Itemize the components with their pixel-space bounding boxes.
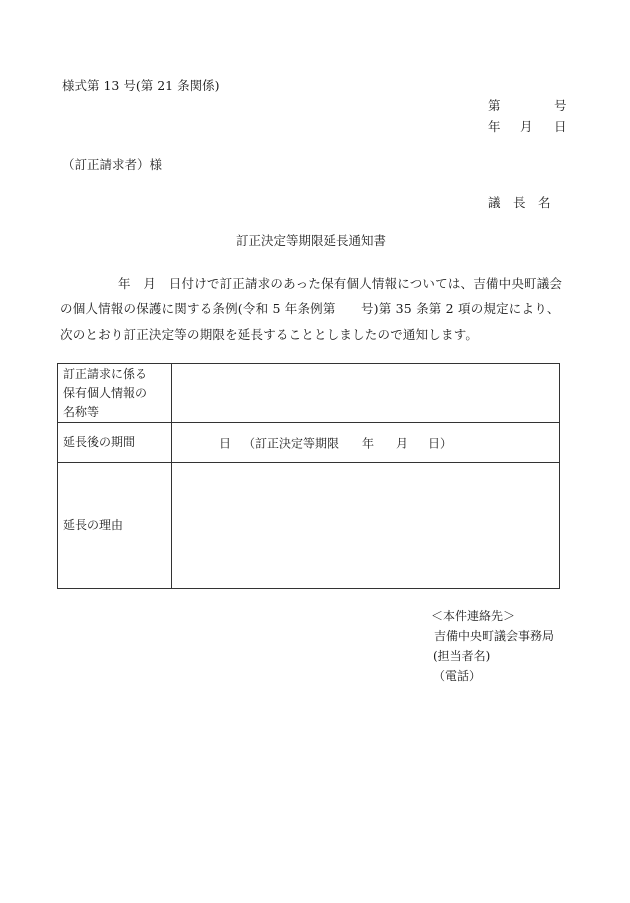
date-day: 日 [554,119,567,134]
info-table [57,363,560,589]
contact-heading: ＜本件連絡先＞ [431,609,516,623]
row-period-value [172,423,560,463]
doc-number-go: 号 [554,98,567,113]
contact-person: (担当者名) [433,649,491,663]
period-month: 月 [396,436,409,450]
body-line-2: の個人情報の保護に関する条例(令和 5 年条例第 号)第 35 条第 2 項の規定により、 [60,301,560,316]
table-row-name [58,364,560,423]
date-year: 年 [488,119,501,134]
body-line-1: 年 月 日付けで訂正請求のあった保有個人情報については、吉備中央町議会 [118,276,563,291]
row-reason-label: 延長の理由 [58,463,172,589]
period-deadline: （訂正決定等期限 [243,436,340,450]
table-row-reason [58,463,560,589]
period-day: 日 [219,436,232,450]
row-name-label-line-1: 訂正請求に係る [63,366,148,381]
doc-number-dai: 第 [488,98,501,113]
contact-office: 吉備中央町議会事務局 [434,629,555,643]
row-name-value [172,364,560,423]
row-name-label-line-2: 保有個人情報の [63,385,148,400]
recipient: （訂正請求者）様 [62,157,163,172]
table-row-period [58,423,560,463]
form-label: 様式第 13 号(第 21 条関係) [62,78,220,93]
contact-phone: （電話） [433,669,482,683]
document-title: 訂正決定等期限延長通知書 [236,233,387,248]
row-name-label-line-3: 名称等 [63,404,100,419]
body-line-3: 次のとおり訂正決定等の期限を延長することとしましたので通知します。 [60,327,479,342]
sender: 議 長 名 [488,195,551,210]
row-period-label: 延長後の期間 [58,423,172,463]
period-day-close: 日） [428,436,453,450]
row-reason-value [172,463,560,589]
date-month: 月 [520,119,533,134]
row-name-label [58,364,172,423]
period-year: 年 [362,436,375,450]
